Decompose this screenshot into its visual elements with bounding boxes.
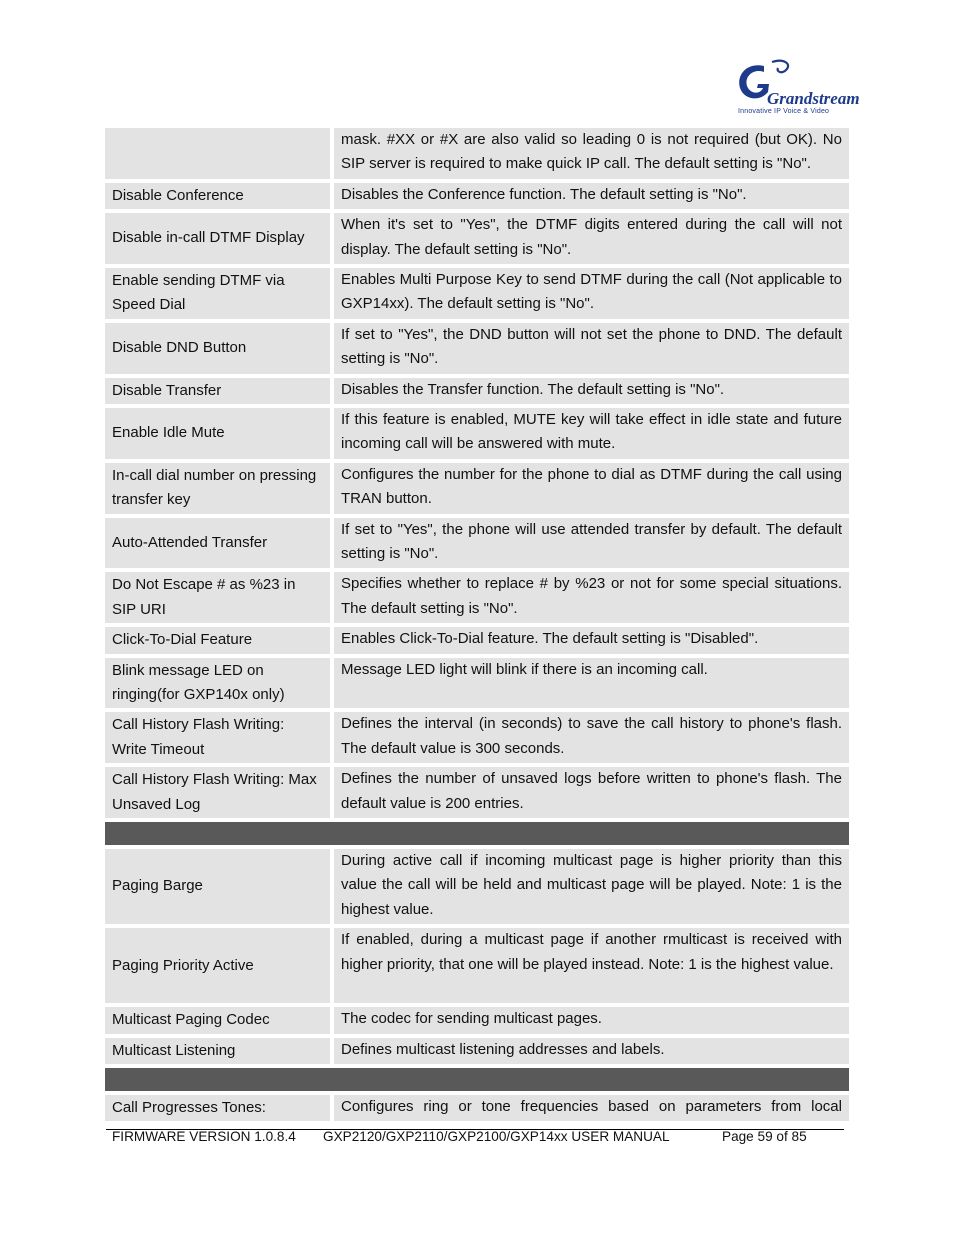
grandstream-logo xyxy=(736,60,860,120)
table-row xyxy=(105,183,849,209)
setting-name: In-call dial number on pressing transfer key xyxy=(105,463,330,514)
setting-name: Call History Flash Writing: Max Unsaved Log xyxy=(105,767,330,818)
table-row xyxy=(105,767,849,818)
setting-name: Call History Flash Writing: Write Timeout xyxy=(105,712,330,763)
setting-description: When it's set to "Yes", the DTMF digits entered during the call will not display. The default setting is "No". xyxy=(334,213,849,264)
setting-description: Defines multicast listening addresses and labels. xyxy=(334,1038,849,1064)
table-row xyxy=(105,928,849,1003)
logo-wordmark: Grandstream xyxy=(767,89,860,108)
setting-description: During active call if incoming multicast page is higher priority than this value the call will be held and multicast page will be played. Note: 1 is the highest value. xyxy=(334,849,849,924)
setting-description: mask. #XX or #X are also valid so leading 0 is not required (but OK). No SIP server is required to make quick IP call. The default setting is "No". xyxy=(334,128,849,179)
table-row xyxy=(105,463,849,514)
table-row xyxy=(105,712,849,763)
logo-tagline: Innovative IP Voice & Video xyxy=(738,108,830,115)
table-row xyxy=(105,572,849,623)
footer-page-number: Page 59 of 85 xyxy=(722,1129,807,1144)
setting-name: Enable Idle Mute xyxy=(105,408,330,459)
section-header-bar xyxy=(105,822,849,845)
setting-name: Multicast Listening xyxy=(105,1038,330,1064)
section-header-bar xyxy=(105,1068,849,1091)
table-row xyxy=(105,323,849,374)
table-row xyxy=(105,1007,849,1033)
setting-description: The codec for sending multicast pages. xyxy=(334,1007,849,1033)
setting-name: Disable Transfer xyxy=(105,378,330,404)
table-row xyxy=(105,378,849,404)
table-row xyxy=(105,658,849,709)
setting-name: Disable Conference xyxy=(105,183,330,209)
setting-description: Defines the number of unsaved logs before written to phone's flash. The default value is 200 entries. xyxy=(334,767,849,818)
table-row xyxy=(105,627,849,653)
setting-name: Auto-Attended Transfer xyxy=(105,518,330,569)
setting-description: If enabled, during a multicast page if another rmulticast is received with higher priority, that one will be played instead. Note: 1 is the highest value. xyxy=(334,928,849,1003)
setting-description: Enables Multi Purpose Key to send DTMF during the call (Not applicable to GXP14xx). The default setting is "No". xyxy=(334,268,849,319)
table-row xyxy=(105,1095,849,1121)
table-row xyxy=(105,518,849,569)
footer-manual-title: GXP2120/GXP2110/GXP2100/GXP14xx USER MANUAL xyxy=(323,1129,670,1144)
table-row xyxy=(105,408,849,459)
setting-description: Configures the number for the phone to dial as DTMF during the call using TRAN button. xyxy=(334,463,849,514)
setting-description: If set to "Yes", the phone will use attended transfer by default. The default setting is "No". xyxy=(334,518,849,569)
setting-description: Message LED light will blink if there is an incoming call. xyxy=(334,658,849,709)
settings-table xyxy=(105,128,849,1125)
logo-mark-icon xyxy=(736,60,860,110)
footer-firmware-version: FIRMWARE VERSION 1.0.8.4 xyxy=(112,1129,296,1144)
setting-description: Disables the Conference function. The default setting is "No". xyxy=(334,183,849,209)
setting-name: Disable in-call DTMF Display xyxy=(105,213,330,264)
table-row xyxy=(105,128,849,179)
setting-description: Enables Click-To-Dial feature. The default setting is "Disabled". xyxy=(334,627,849,653)
setting-name: Click-To-Dial Feature xyxy=(105,627,330,653)
setting-description: Specifies whether to replace # by %23 or not for some special situations. The default setting is "No". xyxy=(334,572,849,623)
setting-name: Blink message LED on ringing(for GXP140x only) xyxy=(105,658,330,709)
table-row xyxy=(105,268,849,319)
setting-name: Disable DND Button xyxy=(105,323,330,374)
setting-name: Enable sending DTMF via Speed Dial xyxy=(105,268,330,319)
setting-name: Paging Priority Active xyxy=(105,928,330,1003)
table-row xyxy=(105,1038,849,1064)
setting-description: Defines the interval (in seconds) to save the call history to phone's flash. The default value is 300 seconds. xyxy=(334,712,849,763)
setting-description: If this feature is enabled, MUTE key will take effect in idle state and future incoming call will be answered with mute. xyxy=(334,408,849,459)
setting-name xyxy=(105,128,330,179)
setting-description: Configures ring or tone frequencies based on parameters from local xyxy=(334,1095,849,1121)
table-row xyxy=(105,849,849,924)
table-row xyxy=(105,213,849,264)
setting-description: If set to "Yes", the DND button will not set the phone to DND. The default setting is "No". xyxy=(334,323,849,374)
setting-name: Do Not Escape # as %23 in SIP URI xyxy=(105,572,330,623)
setting-name: Call Progresses Tones: xyxy=(105,1095,330,1121)
setting-name: Multicast Paging Codec xyxy=(105,1007,330,1033)
setting-name: Paging Barge xyxy=(105,849,330,924)
setting-description: Disables the Transfer function. The default setting is "No". xyxy=(334,378,849,404)
